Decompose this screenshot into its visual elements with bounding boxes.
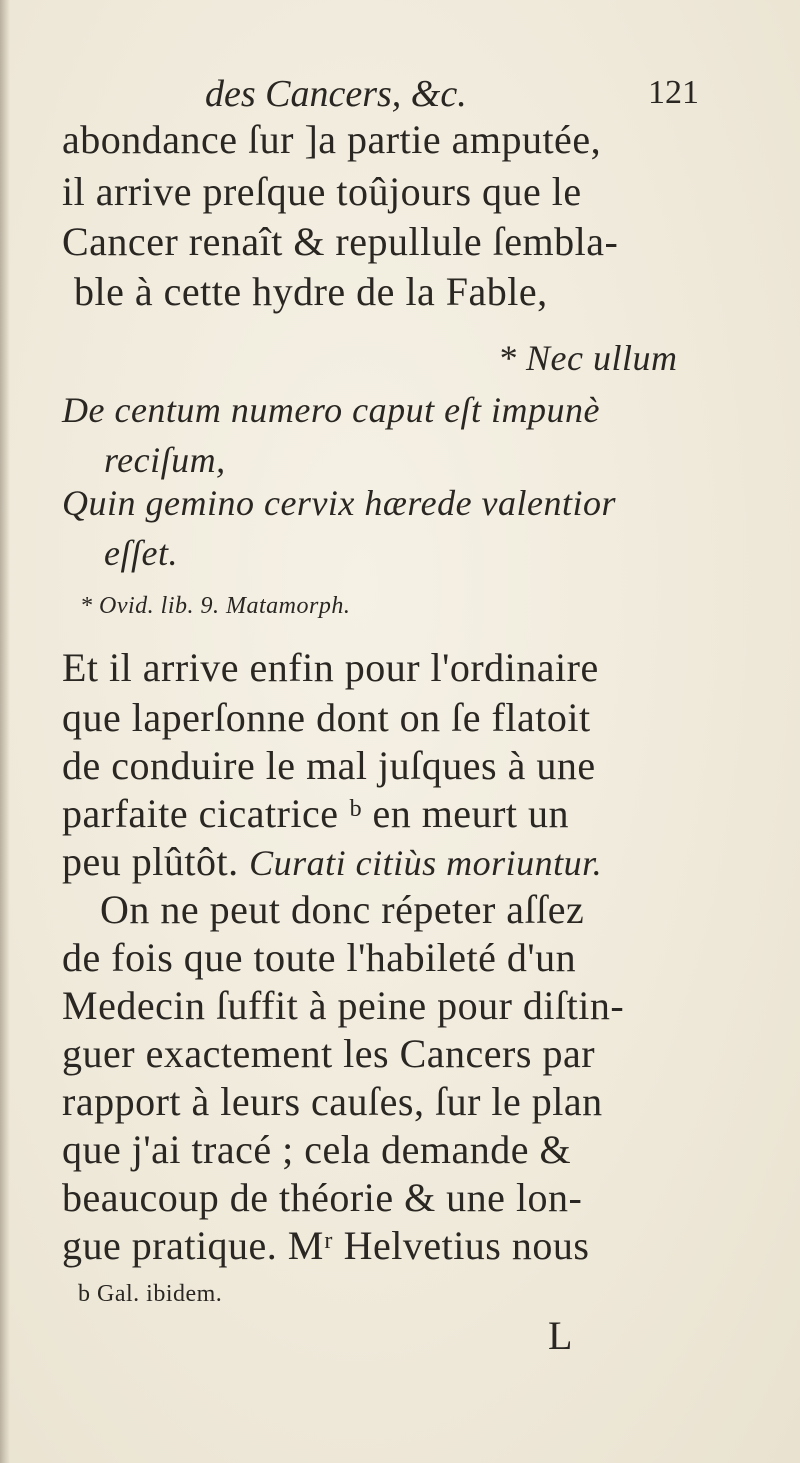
para3-line-1: On ne peut donc répeter aſſez	[100, 887, 585, 932]
verse-source-note: * Ovid. lib. 9. Matamorph.	[80, 593, 351, 619]
para3-line-5: rapport à leurs cauſes, ſur le plan	[62, 1079, 603, 1124]
para3-line-6: que j'ai tracé ; cela demande &	[62, 1127, 572, 1172]
page-gutter	[0, 0, 10, 1463]
para2-line-5-roman: peu plûtôt.	[62, 839, 239, 884]
page-number: 121	[648, 74, 699, 111]
para3-line-4: guer exactement les Cancers par	[62, 1031, 596, 1076]
verse-line-5: eſſet.	[104, 533, 178, 573]
para2-line-2: que laperſonne dont on ſe flatoit	[62, 695, 591, 740]
para3-line-8: gue pratique. Mʳ Helvetius nous	[62, 1223, 590, 1268]
verse-line-4: Quin gemino cervix hærede valentior	[62, 483, 617, 523]
body-line-2: il arrive preſque toûjours que le	[62, 169, 582, 214]
footnote: b Gal. ibidem.	[78, 1281, 223, 1307]
para2-line-5	[62, 839, 603, 884]
body-line-4: ble à cette hydre de la Fable,	[74, 269, 548, 314]
para2-line-5-italic: Curati citiùs moriuntur.	[249, 843, 603, 883]
running-title: des Cancers, &c.	[205, 73, 467, 115]
para3-line-2: de fois que toute l'habileté d'un	[62, 935, 577, 980]
para2-line-4: parfaite cicatrice ᵇ en meurt un	[62, 791, 569, 836]
para3-line-7: beaucoup de théorie & une lon-	[62, 1175, 583, 1220]
para3-line-3: Medecin ſuffit à peine pour diſtin-	[62, 983, 625, 1028]
body-line-1: abondance ſur ]a partie amputée,	[62, 117, 602, 162]
verse-line-2: De centum numero caput eſt impunè	[62, 390, 601, 430]
para2-line-3: de conduire le mal juſques à une	[62, 743, 596, 788]
signature-mark: L	[548, 1313, 573, 1358]
verse-line-3: reciſum,	[104, 440, 226, 480]
para2-line-1: Et il arrive enfin pour l'ordinaire	[62, 645, 599, 690]
verse-line-1: * Nec ullum	[498, 338, 678, 378]
body-line-3: Cancer renaît & repullule ſembla-	[62, 219, 619, 264]
